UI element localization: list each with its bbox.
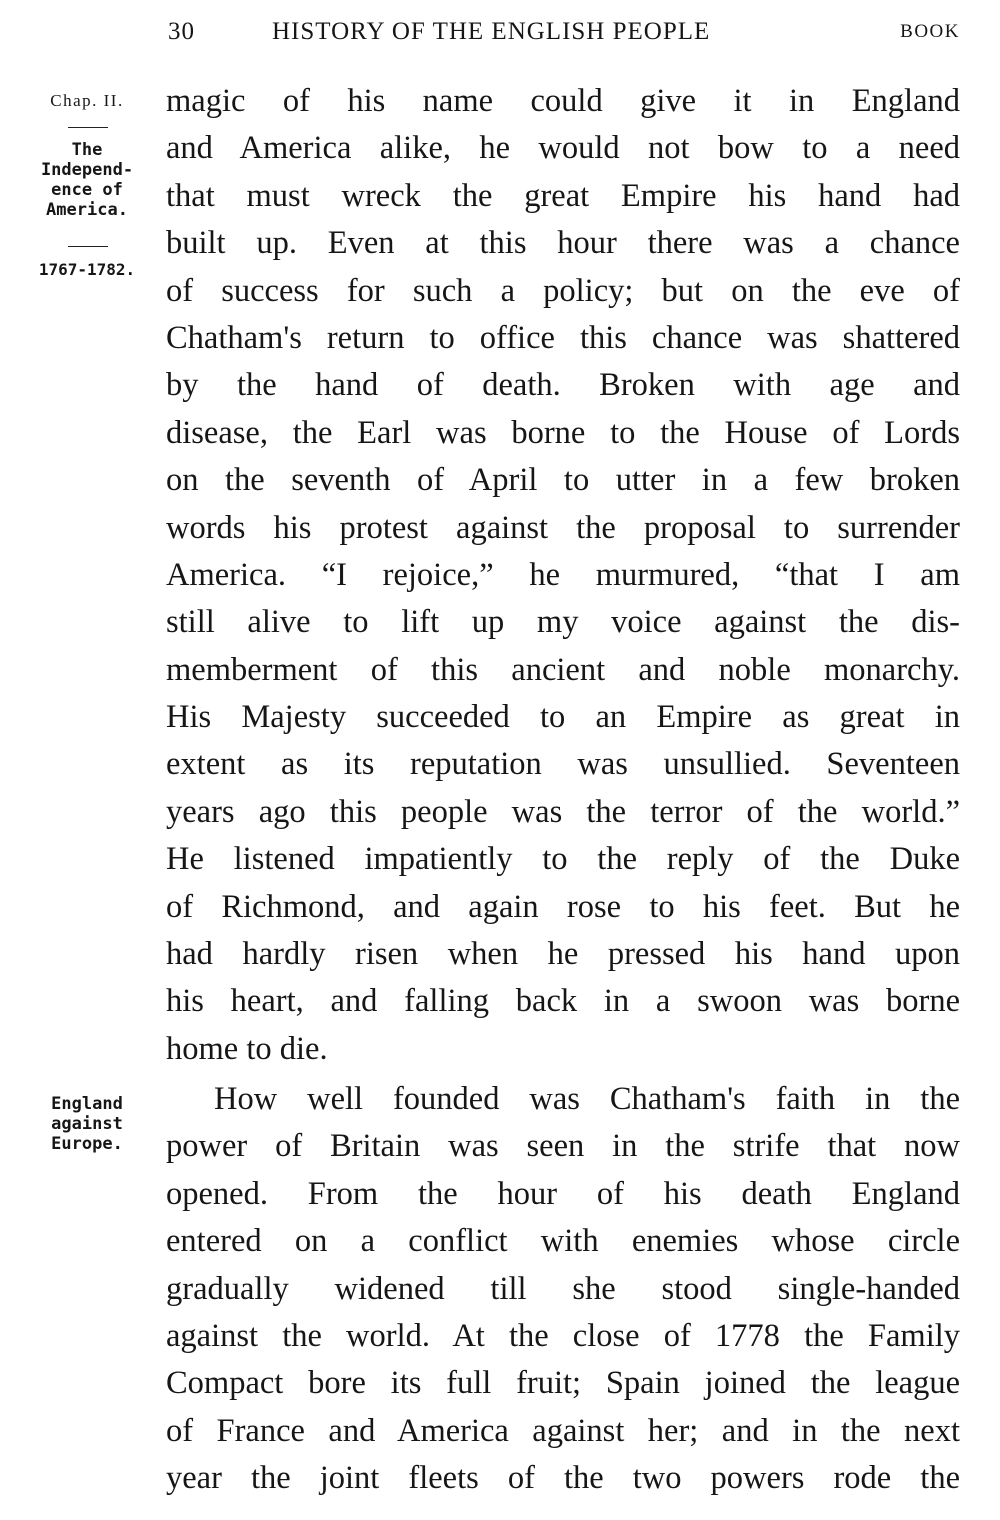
text-line: on the seventh of April to utter in a few broken	[166, 462, 960, 499]
running-title: HISTORY OF THE ENGLISH PEOPLE	[272, 18, 711, 45]
text-line: power of Britain was seen in the strife that now	[166, 1128, 960, 1165]
text-line: He listened impatiently to the reply of the Duke	[166, 841, 960, 878]
text-line: and America alike, he would not bow to a need	[166, 130, 960, 167]
text-line: How well founded was Chatham's faith in the	[214, 1081, 960, 1117]
margin-dates: 1767-1782.	[38, 260, 136, 279]
running-book-label: BOOK	[900, 21, 960, 42]
text-line: magic of his name could give it in England	[166, 83, 960, 119]
paragraph-england-against-world	[166, 1076, 960, 1503]
text-line: extent as its reputation was unsullied. Seventeen	[166, 746, 960, 783]
page-number: 30	[168, 18, 195, 45]
margin-note-line: The	[71, 140, 103, 160]
margin-note-line: Europe.	[51, 1134, 123, 1154]
text-line: built up. Even at this hour there was a chance	[166, 225, 960, 262]
text-line: His Majesty succeeded to an Empire as great in	[166, 699, 960, 736]
text-line: that must wreck the great Empire his hand had	[166, 177, 960, 214]
paragraph-chatham-death	[166, 78, 960, 1073]
margin-rule	[68, 246, 108, 247]
text-line: still alive to lift up my voice against the dis-	[166, 604, 960, 641]
text-line: America. “I rejoice,” he murmured, “that I am	[166, 556, 960, 593]
margin-note-line: England	[51, 1094, 123, 1114]
chapter-label: Chap. II.	[50, 91, 124, 110]
text-line: against the world. At the close of 1778 the Family	[166, 1317, 960, 1354]
text-line: year the joint fleets of the two powers rode the	[166, 1460, 960, 1497]
text-line: home to die.	[166, 1030, 328, 1067]
text-line: his heart, and falling back in a swoon was borne	[166, 983, 960, 1020]
text-line: Chatham's return to office this chance was shattered	[166, 319, 960, 356]
text-line: years ago this people was the terror of the world.”	[166, 793, 960, 830]
text-line: words his protest against the proposal to surrender	[166, 509, 960, 546]
text-line: of France and America against her; and in the next	[166, 1412, 960, 1449]
margin-note-england-against-europe	[22, 1094, 152, 1154]
margin-note-independence	[22, 140, 152, 220]
text-line: disease, the Earl was borne to the House of Lords	[166, 414, 960, 451]
text-line: of success for such a policy; but on the eve of	[166, 272, 960, 309]
text-line: by the hand of death. Broken with age and	[166, 367, 960, 404]
margin-note-line: ence of	[51, 180, 123, 200]
margin-note-line: America.	[46, 200, 128, 220]
running-header	[168, 12, 960, 52]
margin-rule	[68, 127, 108, 128]
text-line: had hardly risen when he pressed his hand upon	[166, 936, 960, 973]
text-line: opened. From the hour of his death England	[166, 1175, 960, 1212]
text-line: gradually widened till she stood single-handed	[166, 1270, 960, 1307]
margin-note-line: Independ-	[40, 160, 134, 180]
text-line: entered on a conflict with enemies whose circle	[166, 1223, 960, 1260]
text-line: memberment of this ancient and noble monarchy.	[166, 651, 960, 688]
text-line: Compact bore its full fruit; Spain joined the league	[166, 1365, 960, 1402]
margin-note-line: against	[51, 1114, 123, 1134]
text-line: of Richmond, and again rose to his feet. But he	[166, 888, 960, 925]
